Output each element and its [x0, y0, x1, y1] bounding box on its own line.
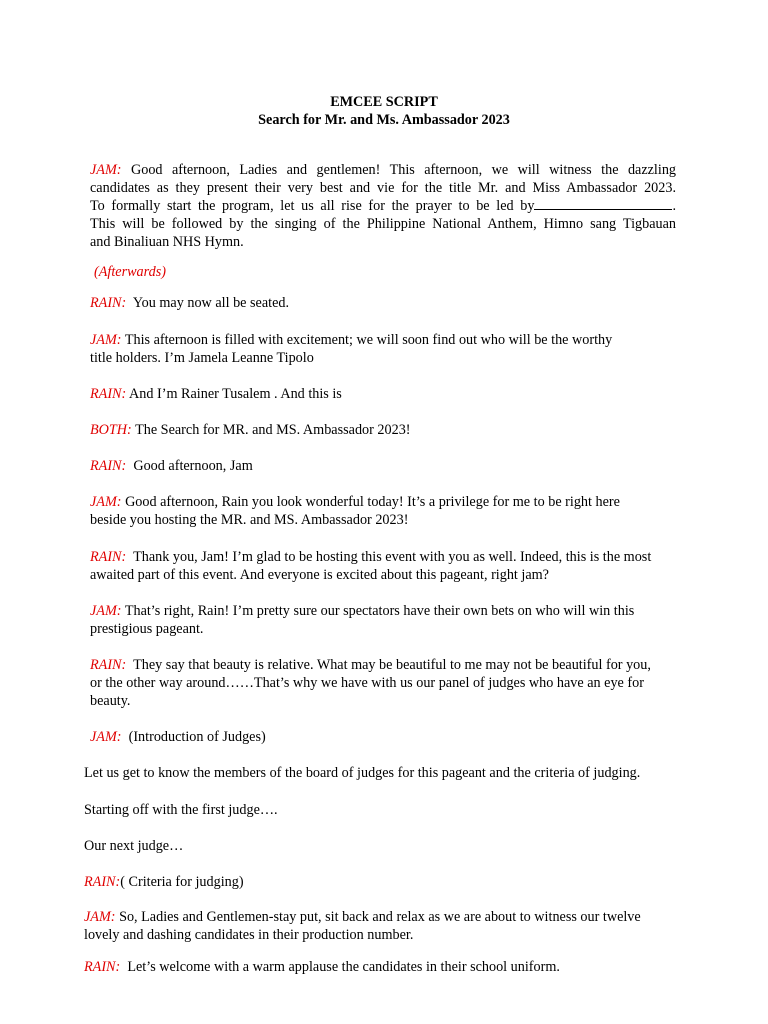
paragraph-line	[90, 493, 620, 511]
script-paragraph-jam	[84, 908, 641, 944]
paragraph-line	[90, 548, 651, 566]
paragraph-line: lovely and dashing candidates in their production number.	[84, 927, 414, 943]
speaker-label: RAIN:	[90, 386, 127, 402]
paragraph-line: title holders. I’m Jamela Leanne Tipolo	[90, 350, 314, 366]
line-text: Good afternoon, Ladies and gentlemen! This afternoon, we will witness the dazzling	[130, 162, 677, 178]
speaker-label: RAIN:	[90, 458, 127, 474]
script-paragraph-rain	[90, 656, 651, 710]
script-paragraph-both	[90, 421, 411, 439]
paragraph-line: and Binaliuan NHS Hymn.	[90, 234, 244, 250]
speaker-label: JAM:	[90, 332, 122, 348]
blank-fill-line	[534, 197, 672, 210]
paragraph-line	[90, 197, 676, 215]
speaker-label: JAM:	[84, 909, 116, 925]
speaker-label: JAM:	[90, 162, 122, 178]
script-paragraph-rain	[90, 294, 289, 312]
line-text: Good afternoon, Rain you look wonderful today! It’s a privilege for me to be right here	[125, 494, 620, 510]
line-text: Good afternoon, Jam	[133, 458, 253, 474]
line-text: (Introduction of Judges)	[128, 729, 266, 745]
script-paragraph: Our next judge…	[84, 838, 184, 854]
script-paragraph-rain	[90, 457, 253, 475]
line-text: This will be followed by the singing of the Philippine National Anthem, Himno sang Tigbauan	[90, 216, 676, 232]
line-text: And I’m Rainer Tusalem . And this is	[129, 386, 342, 402]
script-paragraph-rain	[84, 873, 244, 891]
line-text: Let’s welcome with a warm applause the candidates in their school uniform.	[127, 959, 560, 975]
speaker-label: BOTH:	[90, 422, 132, 438]
paragraph-line: or the other way around……That’s why we have with us our panel of judges who have an eye for	[90, 675, 644, 691]
paragraph-line	[84, 908, 641, 926]
script-paragraph-jam-opening	[90, 161, 676, 251]
paragraph-line	[90, 656, 651, 674]
script-paragraph: Starting off with the first judge….	[84, 802, 278, 818]
script-paragraph: Let us get to know the members of the board of judges for this pageant and the criteria of judging.	[84, 765, 641, 781]
paragraph-line	[90, 179, 676, 197]
speaker-label: RAIN:	[90, 295, 127, 311]
paragraph-line	[90, 602, 634, 620]
paragraph-line	[90, 161, 676, 179]
stage-direction-afterwards	[94, 263, 166, 281]
speaker-label: RAIN:	[84, 874, 121, 890]
line-text: The Search for MR. and MS. Ambassador 2023!	[135, 422, 411, 438]
paragraph-line: beside you hosting the MR. and MS. Ambassador 2023!	[90, 512, 409, 528]
speaker-label: RAIN:	[90, 549, 127, 565]
stage-direction: (Afterwards)	[94, 264, 166, 280]
line-text: To formally start the program, let us all rise for the prayer to be led by	[90, 198, 535, 214]
line-text: This afternoon is filled with excitement; we will soon find out who will be the worthy	[124, 332, 613, 348]
line-text: Thank you, Jam! I’m glad to be hosting this event with you as well. Indeed, this is the most	[133, 549, 652, 565]
speaker-label: JAM:	[90, 603, 122, 619]
script-paragraph-jam	[90, 493, 620, 529]
script-paragraph-jam	[90, 331, 612, 367]
line-text: That’s right, Rain! I’m pretty sure our spectators have their own bets on who will win this	[124, 603, 635, 619]
speaker-label: JAM:	[90, 729, 122, 745]
speaker-label: RAIN:	[84, 959, 121, 975]
paragraph-line: beauty.	[90, 693, 131, 709]
script-paragraph-jam	[90, 728, 266, 746]
document-title: EMCEE SCRIPT	[330, 94, 438, 110]
script-paragraph-rain	[84, 958, 560, 976]
script-paragraph-jam	[90, 602, 634, 638]
line-text: So, Ladies and Gentlemen-stay put, sit back and relax as we are about to witness our twelve	[119, 909, 641, 925]
paragraph-line	[90, 331, 612, 349]
speaker-label: JAM:	[90, 494, 122, 510]
line-text: They say that beauty is relative. What may be beautiful to me may not be beautiful for you,	[133, 657, 651, 673]
paragraph-line: awaited part of this event. And everyone is excited about this pageant, right jam?	[90, 567, 549, 583]
paragraph-line	[90, 215, 676, 233]
line-text: .	[672, 198, 676, 214]
line-text: You may now all be seated.	[132, 295, 290, 311]
line-text: candidates as they present their very best and vie for the title Mr. and Miss Ambassador 2023.	[90, 180, 676, 196]
paragraph-line: prestigious pageant.	[90, 621, 204, 637]
line-text: ( Criteria for judging)	[120, 874, 244, 890]
document-subtitle: Search for Mr. and Ms. Ambassador 2023	[258, 112, 510, 128]
script-paragraph-rain	[90, 385, 342, 403]
speaker-label: RAIN:	[90, 657, 127, 673]
script-paragraph-rain	[90, 548, 651, 584]
